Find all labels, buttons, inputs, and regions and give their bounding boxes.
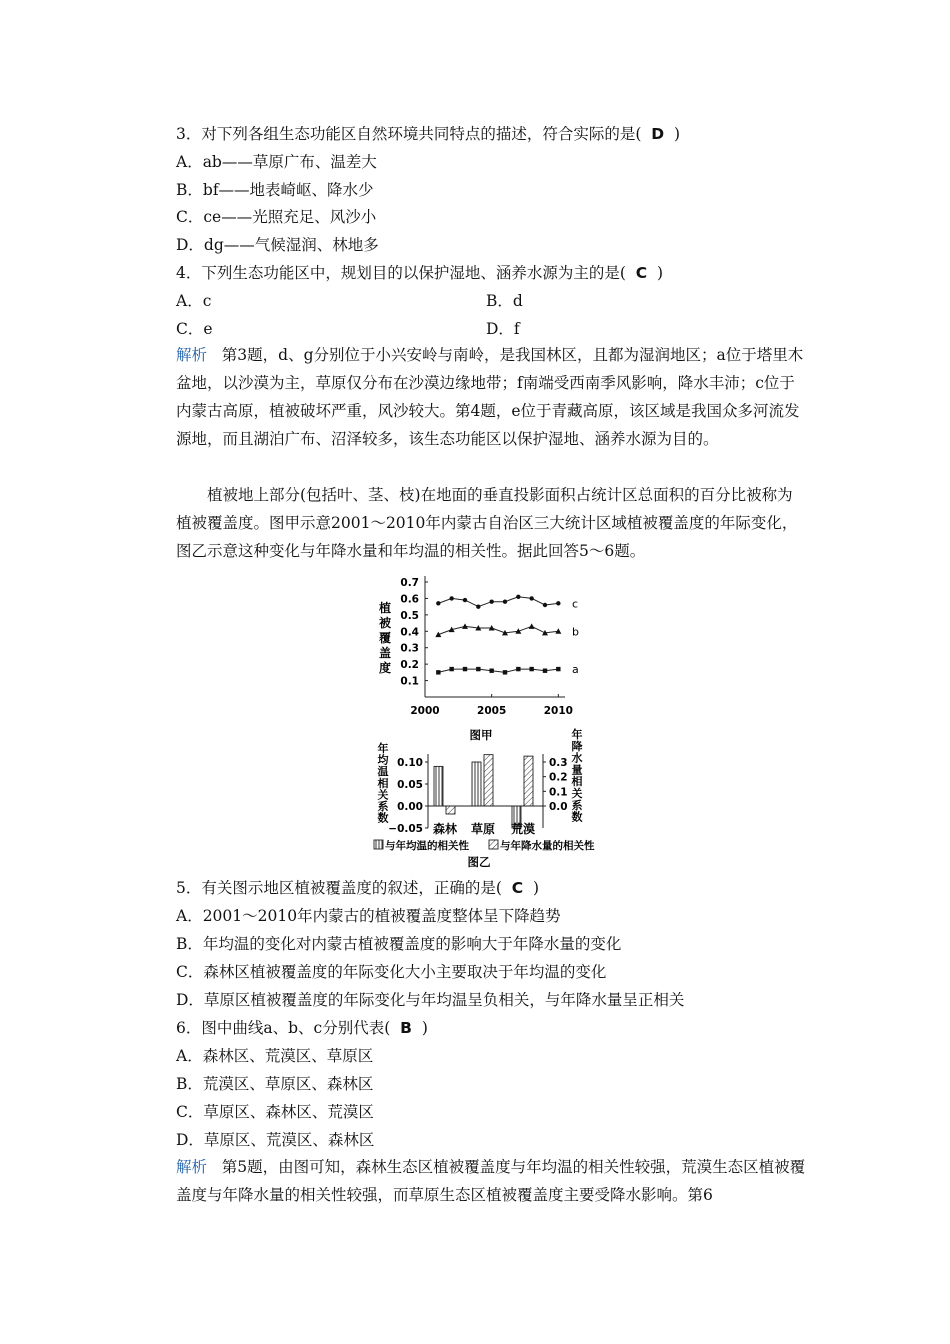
q5-option-c: C．森林区植被覆盖度的年际变化大小主要取决于年均温的变化 bbox=[176, 963, 607, 981]
chart1-point-c bbox=[449, 596, 453, 600]
chart2-left-label-char: 系 bbox=[377, 800, 389, 813]
q6-stem: 6．图中曲线a、b、c分别代表( B ) bbox=[176, 1019, 428, 1037]
analysis-2-label: 解析 bbox=[176, 1158, 208, 1176]
chart2-right-label-char: 水 bbox=[571, 751, 583, 765]
chart1-point-a bbox=[529, 667, 533, 671]
chart1-point-c bbox=[529, 596, 533, 600]
chart2-bar-precip-草原 bbox=[484, 755, 493, 806]
q3-stem: 3．对下列各组生态功能区自然环境共同特点的描述，符合实际的是( D ) bbox=[176, 125, 681, 143]
chart1-point-a bbox=[476, 667, 480, 671]
chart2-legend-swatch-precip bbox=[489, 840, 498, 849]
chart2-left-tick-label: 0.05 bbox=[397, 779, 423, 791]
chart1-y-tick-label: 0.1 bbox=[400, 675, 419, 688]
chart1-y-label-char: 盖 bbox=[378, 646, 392, 660]
chart2-bar-temp-草原 bbox=[472, 762, 481, 806]
chart2-right-label-char: 关 bbox=[571, 787, 583, 800]
chart2-right-tick-label: 0.0 bbox=[549, 801, 568, 813]
q3-option-a: A．ab——草原广布、温差大 bbox=[176, 153, 377, 171]
chart2-left-tick-label: −0.05 bbox=[388, 823, 423, 835]
chart2-left-label-char: 关 bbox=[377, 788, 389, 802]
chart1-series-label-c: c bbox=[572, 597, 579, 611]
chart1-point-a bbox=[556, 667, 560, 671]
q5-stem: 5．有关图示地区植被覆盖度的叙述，正确的是( C ) bbox=[176, 879, 540, 897]
q4-option-a: A．c bbox=[176, 292, 212, 310]
chart2-left-tick-label: 0.00 bbox=[397, 801, 423, 813]
chart1-point-b bbox=[529, 623, 535, 629]
q6-option-b: B．荒漠区、草原区、森林区 bbox=[176, 1075, 374, 1093]
chart2-bar-temp-森林 bbox=[434, 766, 443, 806]
chart1-point-c bbox=[463, 598, 467, 602]
chart1-point-a bbox=[543, 669, 547, 673]
chart2-left-label-char: 数 bbox=[377, 811, 389, 825]
chart2-left-label-char: 年 bbox=[377, 742, 389, 755]
chart1-x-tick-label: 2000 bbox=[410, 705, 440, 717]
analysis-2 bbox=[176, 1153, 806, 1209]
chart1-point-a bbox=[449, 667, 453, 671]
chart2-right-label-char: 数 bbox=[571, 810, 583, 824]
q3-option-d: D．dg——气候湿润、林地多 bbox=[176, 236, 379, 254]
chart2-left-label-char: 温 bbox=[377, 765, 389, 779]
chart1-point-a bbox=[463, 667, 467, 671]
q3-option-b: B．bf——地表崎岖、降水少 bbox=[176, 181, 374, 199]
chart1-series-a-line bbox=[438, 669, 558, 672]
chart1-x-tick-label: 2010 bbox=[543, 705, 573, 717]
q4-option-d: D．f bbox=[486, 320, 520, 338]
chart1-point-b bbox=[462, 623, 468, 629]
chart2-right-label-char: 系 bbox=[571, 798, 583, 812]
chart1-y-label-char: 被 bbox=[378, 616, 392, 630]
chart2-category-label: 森林 bbox=[432, 822, 458, 836]
q3-option-c: C．ce——光照充足、风沙小 bbox=[176, 208, 377, 226]
chart1-series-c-line bbox=[438, 597, 558, 607]
chart2-legend-swatch-temp bbox=[374, 840, 383, 849]
q3-answer: D bbox=[651, 125, 665, 143]
chart2-title: 图乙 bbox=[467, 855, 491, 869]
chart2-left-label-char: 相 bbox=[377, 776, 389, 790]
chart1-point-b bbox=[555, 628, 561, 634]
chart1-title: 图甲 bbox=[469, 728, 493, 742]
chart1-y-tick-label: 0.4 bbox=[400, 626, 419, 639]
q5-option-b: B．年均温的变化对内蒙古植被覆盖度的影响大于年降水量的变化 bbox=[176, 935, 622, 953]
chart1-point-a bbox=[503, 670, 507, 674]
intro-paragraph: 植被地上部分(包括叶、茎、枝)在地面的垂直投影面积占统计区总面积的百分比被称为植被覆盖度。图甲示意2001～2010年内蒙古自治区三大统计区域植被覆盖度的年际变化，图乙示意这种变化与年降水量和年均温的相关性。据此回答5～6题。 bbox=[176, 486, 798, 560]
analysis-1-label: 解析 bbox=[176, 346, 208, 364]
chart2-legend-temp: 与年均温的相关性 bbox=[385, 840, 469, 852]
q5-option-a: A．2001～2010年内蒙古的植被覆盖度整体呈下降趋势 bbox=[176, 907, 561, 925]
chart2-right-label-char: 降 bbox=[571, 739, 583, 753]
chart1-point-c bbox=[436, 601, 440, 605]
chart2-bar-precip-森林 bbox=[446, 806, 455, 814]
chart1-point-a bbox=[516, 667, 520, 671]
chart1-point-c bbox=[489, 600, 493, 604]
chart1-y-tick-label: 0.6 bbox=[400, 593, 419, 606]
q6-option-c: C．草原区、森林区、荒漠区 bbox=[176, 1103, 374, 1121]
chart2-right-label-char: 量 bbox=[571, 763, 583, 777]
chart1-y-tick-label: 0.2 bbox=[400, 659, 419, 672]
chart2-right-label-char: 年 bbox=[571, 728, 583, 741]
analysis-2-text: 第5题，由图可知，森林生态区植被覆盖度与年均温的相关性较强，荒漠生态区植被覆盖度与年降水量的相关性较强，而草原生态区植被覆盖度主要受降水影响。第6 bbox=[176, 1158, 806, 1204]
q6-option-a: A．森林区、荒漠区、草原区 bbox=[176, 1047, 374, 1065]
chart2-right-tick-label: 0.3 bbox=[549, 757, 568, 769]
chart2-legend-precip: 与年降水量的相关性 bbox=[500, 840, 595, 852]
chart1-series-label-a: a bbox=[572, 663, 579, 677]
chart1-series-label-b: b bbox=[572, 625, 579, 639]
chart1-y-tick-label: 0.7 bbox=[400, 577, 419, 589]
chart2-right-tick-label: 0.2 bbox=[549, 771, 568, 784]
chart1-y-tick-label: 0.5 bbox=[400, 609, 419, 622]
chart2-category-label: 荒漠 bbox=[510, 822, 536, 836]
q4-stem: 4．下列生态功能区中，规划目的以保护湿地、涵养水源为主的是( C ) bbox=[176, 264, 664, 282]
chart1-point-c bbox=[503, 600, 507, 604]
q5-answer: C bbox=[511, 879, 524, 897]
q6-answer: B bbox=[400, 1019, 412, 1037]
chart2-left-label-char: 均 bbox=[377, 753, 389, 767]
chart1-y-label-char: 度 bbox=[378, 661, 392, 675]
chart1-y-tick-label: 0.3 bbox=[400, 642, 419, 655]
chart1-point-c bbox=[556, 601, 560, 605]
chart1-y-label-char: 植 bbox=[378, 601, 392, 615]
q4-option-b: B．d bbox=[486, 292, 523, 310]
chart2-right-label-char: 相 bbox=[571, 775, 583, 789]
chart2-left-tick-label: 0.10 bbox=[397, 757, 423, 769]
chart1-y-label-char: 覆 bbox=[378, 631, 392, 645]
chart1-point-c bbox=[476, 604, 480, 608]
chart2-bar-precip-荒漠 bbox=[524, 756, 533, 806]
q4-answer: C bbox=[635, 264, 648, 282]
analysis-1-text: 第3题，d、g分别位于小兴安岭与南岭，是我国林区，且都为湿润地区；a位于塔里木盆地，以沙漠为主，草原仅分布在沙漠边缘地带；f南端受西南季风影响，降水丰沛；c位于内蒙古高原，植被破坏严重，风沙较大。第4题，e位于青藏高原，该区域是我国众多河流发源地，而且湖泊广布、沼泽较多，该生态功能区以保护湿地、涵养水源为目的。 bbox=[176, 346, 804, 448]
q4-option-c: C．e bbox=[176, 320, 213, 338]
chart1-series-b-line bbox=[438, 626, 558, 634]
chart1-point-a bbox=[436, 670, 440, 674]
chart2-right-tick-label: 0.1 bbox=[549, 786, 568, 799]
q5-option-d: D．草原区植被覆盖度的年际变化与年均温呈负相关，与年降水量呈正相关 bbox=[176, 991, 685, 1009]
chart1-x-tick-label: 2005 bbox=[477, 705, 507, 717]
chart2-category-label: 草原 bbox=[470, 822, 496, 836]
q6-option-d: D．草原区、荒漠区、森林区 bbox=[176, 1131, 375, 1149]
chart1-point-c bbox=[543, 603, 547, 607]
chart1-point-a bbox=[489, 669, 493, 673]
chart1-point-c bbox=[516, 595, 520, 599]
